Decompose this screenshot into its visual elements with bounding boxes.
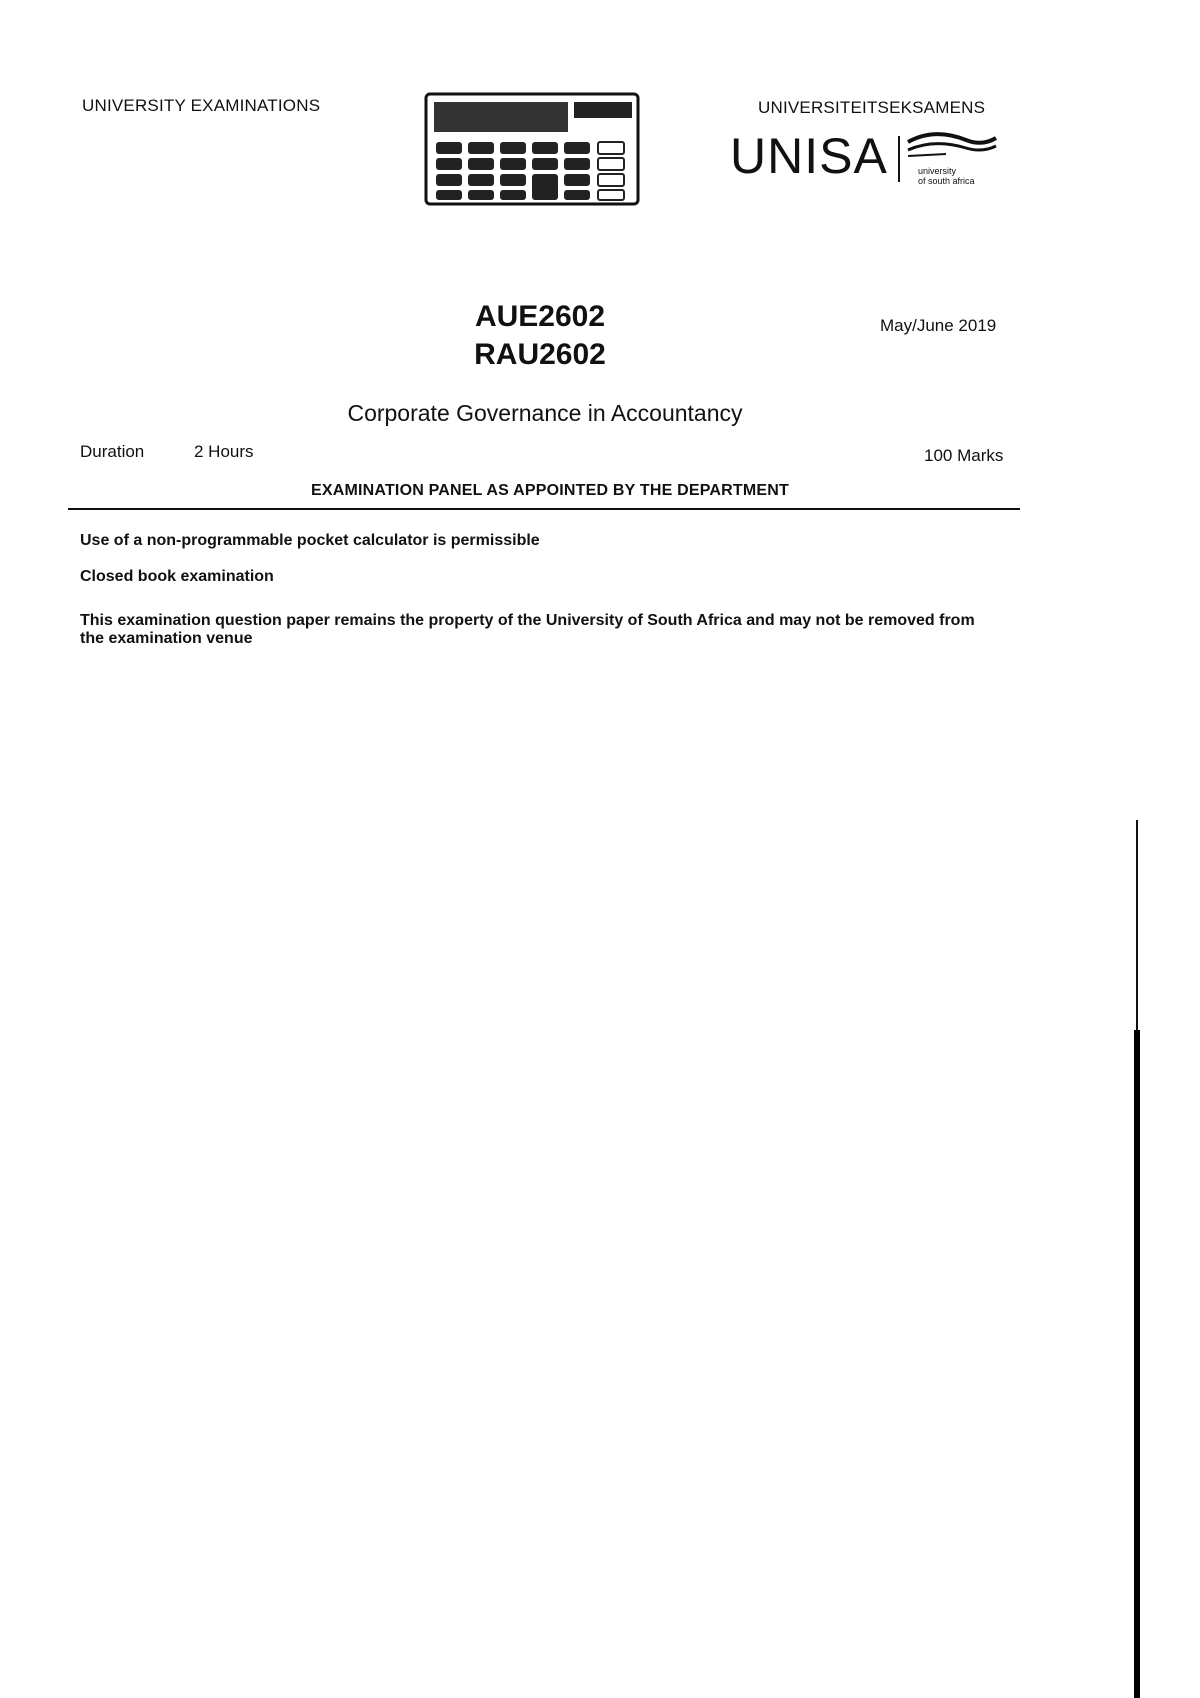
- duration-value: 2 Hours: [194, 442, 254, 461]
- examination-panel: EXAMINATION PANEL AS APPOINTED BY THE DEPARTMENT: [310, 482, 790, 499]
- module-code-primary: AUE2602: [474, 300, 606, 333]
- subject-title: Corporate Governance in Accountancy: [347, 400, 743, 426]
- header-right-title: UNIVERSITEITSEKSAMENS: [758, 98, 986, 117]
- module-code-secondary: RAU2602: [474, 338, 606, 371]
- total-marks: 100 Marks: [924, 446, 1004, 465]
- scan-edge-bar: [1134, 1030, 1140, 1698]
- exam-session: May/June 2019: [880, 316, 997, 335]
- instruction-closed-book: Closed book examination: [80, 568, 274, 585]
- logo-wordmark: UNISA: [730, 128, 888, 184]
- calculator-icon: [424, 92, 640, 206]
- duration-label: Duration: [80, 442, 145, 461]
- divider-rule: [68, 508, 1020, 510]
- unisa-logo: [730, 128, 1010, 198]
- instruction-calculator: Use of a non-programmable pocket calculator is permissible: [80, 532, 540, 549]
- logo-subline: university of south africa: [918, 166, 975, 186]
- scan-edge-line: [1136, 820, 1138, 1030]
- logo-divider: [898, 136, 900, 182]
- instruction-property: This examination question paper remains the property of the University of South Africa and may not be removed from the examination venue: [80, 612, 975, 647]
- header-left-title: UNIVERSITY EXAMINATIONS: [82, 96, 321, 115]
- flag-swoosh-icon: [906, 132, 998, 162]
